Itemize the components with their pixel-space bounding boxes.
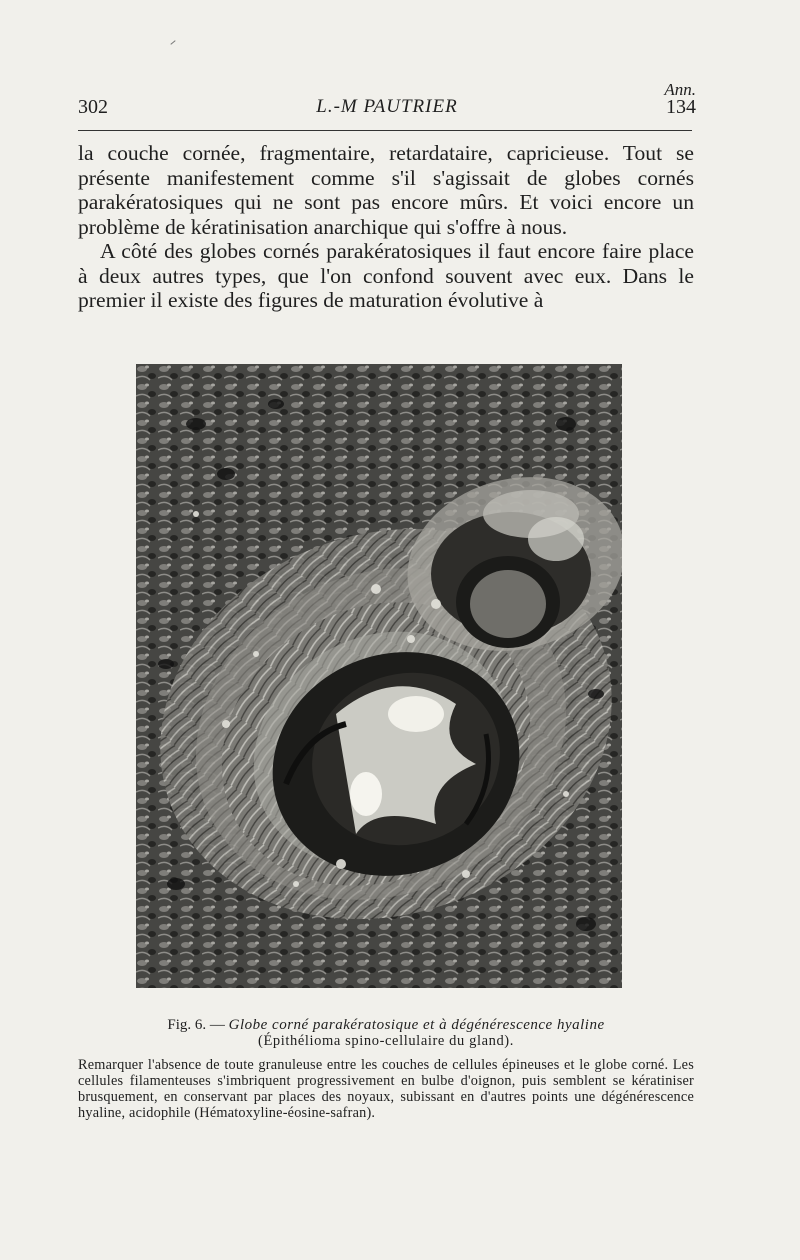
running-title: L.-M PAUTRIER [316,96,458,117]
header-rule [78,130,692,131]
paragraph: A côté des globes cornés parakératosiques il faut encore faire place à deux autres types, que l'on confond souvent avec eux. Dans le premier il existe des figures de maturation évolutive à [78,239,694,312]
figure-caption-title [78,1016,694,1034]
stray-pen-mark [170,40,175,45]
journal-abbreviation: Ann. [664,80,696,99]
figure-label: Fig. 6. — [167,1017,225,1033]
body-text [78,141,694,313]
figure-description: Remarquer l'absence de toute granuleuse entre les couches de cellules épineuses et le globe corné. Les cellules filamenteuses s'imbriquent progressivement en bulbe d'oignon, puis semblent se kératiniser brusquement, en conservant par places des noyaux, subissant en d'autres points une dégénérescence hyaline, acidophile (Hématoxyline-éosine-safran). [78,1057,694,1121]
page-number: 302 [78,96,108,118]
figure-subtitle: (Épithélioma spino-cellulaire du gland). [258,1033,514,1049]
paragraph: la couche cornée, fragmentaire, retardataire, capricieuse. Tout se présente manifestement comme s'il s'agissait de globes cornés parakératosiques qui ne sont pas encore mûrs. Et voici encore un problème de kératinisation anarchique qui s'offre à nous. [78,141,694,239]
running-header [78,96,696,120]
histology-micrograph [136,364,622,988]
folio-number: 134 [666,96,696,118]
figure-title: Globe corné parakératosique et à dégénérescence hyaline [228,1017,605,1033]
